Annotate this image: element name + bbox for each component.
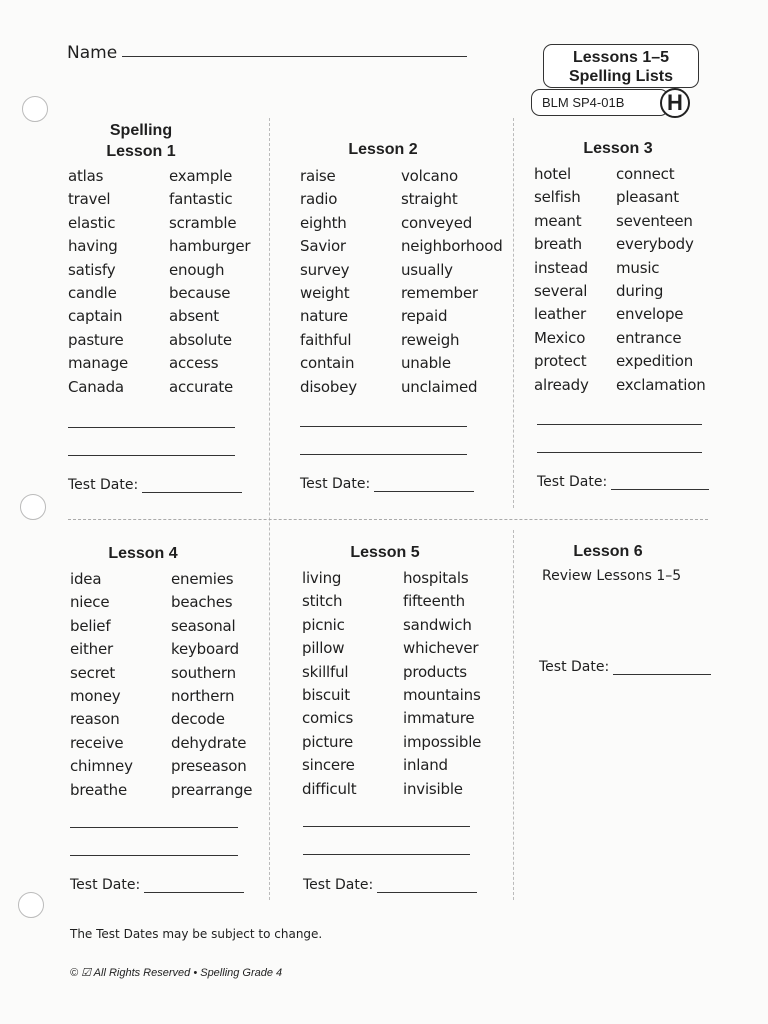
- word: pleasant: [616, 188, 679, 207]
- word: envelope: [616, 305, 684, 324]
- word: skillful: [302, 662, 349, 681]
- word: scramble: [169, 213, 237, 232]
- word: instead: [534, 258, 588, 277]
- copyright-line: © ☑ All Rights Reserved • Spelling Grade 4: [70, 967, 283, 979]
- blank-line[interactable]: [303, 826, 470, 827]
- word: survey: [300, 260, 350, 279]
- test-date-label: Test Date:: [70, 877, 141, 893]
- name-field-line[interactable]: [122, 56, 467, 57]
- word: absent: [169, 307, 219, 326]
- word: breathe: [70, 780, 127, 799]
- blank-line[interactable]: [68, 427, 235, 428]
- word: dehydrate: [171, 733, 247, 752]
- word: biscuit: [302, 686, 350, 705]
- word: Mexico: [534, 328, 586, 347]
- blank-line[interactable]: [537, 424, 702, 425]
- word: meant: [534, 211, 582, 230]
- column-divider: [513, 530, 514, 900]
- word: reweigh: [401, 330, 460, 349]
- lessons-title-line2: Spelling Lists: [568, 68, 673, 85]
- word: radio: [300, 190, 338, 209]
- lesson-2-heading: Lesson 2: [348, 141, 418, 158]
- word: keyboard: [171, 640, 239, 659]
- word: protect: [534, 352, 587, 371]
- word: weight: [300, 284, 350, 303]
- test-date-label: Test Date:: [537, 474, 608, 490]
- word: raise: [300, 167, 336, 185]
- word: enough: [169, 260, 225, 279]
- word: idea: [70, 570, 102, 588]
- word: selfish: [534, 188, 581, 207]
- test-date-field[interactable]: [537, 474, 709, 490]
- word: invisible: [403, 779, 463, 798]
- lesson-1-word-list: [68, 165, 279, 399]
- lessons-title-box: [543, 44, 699, 88]
- lesson-3-word-list: [534, 163, 726, 397]
- word: prearrange: [171, 780, 253, 799]
- test-date-field[interactable]: [539, 659, 711, 675]
- word: money: [70, 687, 121, 706]
- lesson-5-word-list: [302, 567, 513, 801]
- word: unable: [401, 354, 451, 373]
- lesson-6-review-text: Review Lessons 1–5: [542, 568, 682, 584]
- word: fantastic: [169, 190, 233, 209]
- word: conveyed: [401, 213, 473, 232]
- word: breath: [534, 235, 582, 254]
- word: satisfy: [68, 260, 116, 279]
- blank-line[interactable]: [303, 854, 470, 855]
- test-date-field[interactable]: [303, 877, 477, 893]
- word: hamburger: [169, 237, 251, 256]
- word: inland: [403, 756, 448, 775]
- word: contain: [300, 354, 355, 373]
- lesson-3-heading: Lesson 3: [583, 140, 653, 157]
- word: faithful: [300, 330, 352, 349]
- blank-line[interactable]: [68, 455, 235, 456]
- lesson-1-heading: [68, 120, 214, 162]
- word: difficult: [302, 779, 357, 798]
- word: sandwich: [403, 615, 472, 634]
- word: Savior: [300, 237, 346, 256]
- word: decode: [171, 710, 225, 729]
- binder-hole-icon: [20, 494, 46, 520]
- word: everybody: [616, 235, 694, 254]
- word: hospitals: [403, 569, 469, 587]
- lesson-1-block: [68, 120, 268, 162]
- word: whichever: [403, 639, 479, 658]
- word: secret: [70, 663, 116, 682]
- word: during: [616, 282, 664, 301]
- blank-line[interactable]: [537, 452, 702, 453]
- word: hotel: [534, 165, 571, 183]
- word: connect: [616, 165, 675, 183]
- test-date-field[interactable]: [70, 877, 244, 893]
- test-date-line[interactable]: [377, 880, 477, 893]
- word: accurate: [169, 377, 234, 396]
- word: repaid: [401, 307, 448, 326]
- word: candle: [68, 284, 117, 303]
- test-date-line[interactable]: [374, 479, 474, 492]
- word: expedition: [616, 352, 694, 371]
- word: remember: [401, 284, 478, 303]
- word: fifteenth: [403, 592, 465, 611]
- word: enemies: [171, 570, 234, 588]
- blank-line[interactable]: [70, 855, 238, 856]
- word: pillow: [302, 639, 345, 658]
- test-date-field[interactable]: [68, 477, 242, 493]
- word: music: [616, 258, 660, 277]
- word: exclamation: [616, 375, 706, 394]
- test-date-label: Test Date:: [303, 877, 374, 893]
- word: picture: [302, 732, 353, 751]
- word: niece: [70, 593, 110, 612]
- word: impossible: [403, 732, 482, 751]
- lesson-6-heading: Lesson 6: [573, 543, 643, 560]
- test-date-field[interactable]: [300, 476, 474, 492]
- word: pasture: [68, 330, 124, 349]
- level-badge: H: [660, 88, 690, 118]
- lessons-title-line1: Lessons 1–5: [572, 49, 670, 66]
- word: unclaimed: [401, 377, 478, 396]
- binder-hole-icon: [22, 96, 48, 122]
- test-date-label: Test Date:: [300, 476, 371, 492]
- word: straight: [401, 190, 458, 209]
- word: seventeen: [616, 211, 693, 230]
- word: comics: [302, 709, 354, 728]
- word: beaches: [171, 593, 233, 612]
- word: leather: [534, 305, 586, 324]
- column-divider: [513, 118, 514, 508]
- word: nature: [300, 307, 348, 326]
- test-date-line[interactable]: [613, 662, 711, 675]
- word: captain: [68, 307, 123, 326]
- lesson-5-heading: Lesson 5: [350, 544, 420, 561]
- word: seasonal: [171, 616, 236, 635]
- word: eighth: [300, 213, 347, 232]
- lesson-4-heading: Lesson 4: [108, 545, 178, 562]
- word: already: [534, 375, 589, 394]
- word: mountains: [403, 686, 481, 705]
- word: manage: [68, 354, 129, 373]
- word: reason: [70, 710, 120, 729]
- word: preseason: [171, 757, 247, 776]
- lesson-1-heading-line2: Lesson 1: [106, 143, 176, 160]
- word: sincere: [302, 756, 355, 775]
- word: several: [534, 282, 588, 301]
- lesson-1-heading-line1: Spelling: [109, 122, 173, 139]
- word: travel: [68, 190, 111, 209]
- blank-line[interactable]: [300, 426, 467, 427]
- word: absolute: [169, 330, 232, 349]
- word: because: [169, 284, 231, 303]
- blm-code-box: BLM SP4-01B: [531, 89, 669, 116]
- word: volcano: [401, 167, 458, 185]
- row-divider: [68, 519, 708, 520]
- word: example: [169, 167, 233, 185]
- blank-line[interactable]: [70, 827, 238, 828]
- word: entrance: [616, 328, 682, 347]
- word: usually: [401, 260, 453, 279]
- test-date-line[interactable]: [144, 880, 244, 893]
- word: immature: [403, 709, 475, 728]
- test-date-line[interactable]: [611, 477, 709, 490]
- word: having: [68, 237, 118, 256]
- name-label: Name: [67, 43, 118, 63]
- word: southern: [171, 663, 236, 682]
- word: receive: [70, 733, 124, 752]
- word: neighborhood: [401, 237, 503, 256]
- word: stitch: [302, 592, 343, 611]
- blank-line[interactable]: [300, 454, 467, 455]
- word: disobey: [300, 377, 357, 396]
- word: northern: [171, 687, 235, 706]
- word: atlas: [68, 167, 104, 185]
- word: picnic: [302, 615, 345, 634]
- word: either: [70, 640, 113, 659]
- test-date-label: Test Date:: [68, 477, 139, 493]
- word: elastic: [68, 213, 116, 232]
- word: products: [403, 662, 467, 681]
- word: Canada: [68, 377, 124, 396]
- word: chimney: [70, 757, 133, 776]
- word: belief: [70, 616, 111, 635]
- lesson-2-word-list: [300, 165, 511, 399]
- test-date-line[interactable]: [142, 480, 242, 493]
- word: living: [302, 569, 342, 587]
- word: access: [169, 354, 219, 373]
- test-date-label: Test Date:: [539, 659, 610, 675]
- lesson-4-word-list: [70, 568, 281, 802]
- binder-hole-icon: [18, 892, 44, 918]
- footnote: The Test Dates may be subject to change.: [70, 927, 323, 941]
